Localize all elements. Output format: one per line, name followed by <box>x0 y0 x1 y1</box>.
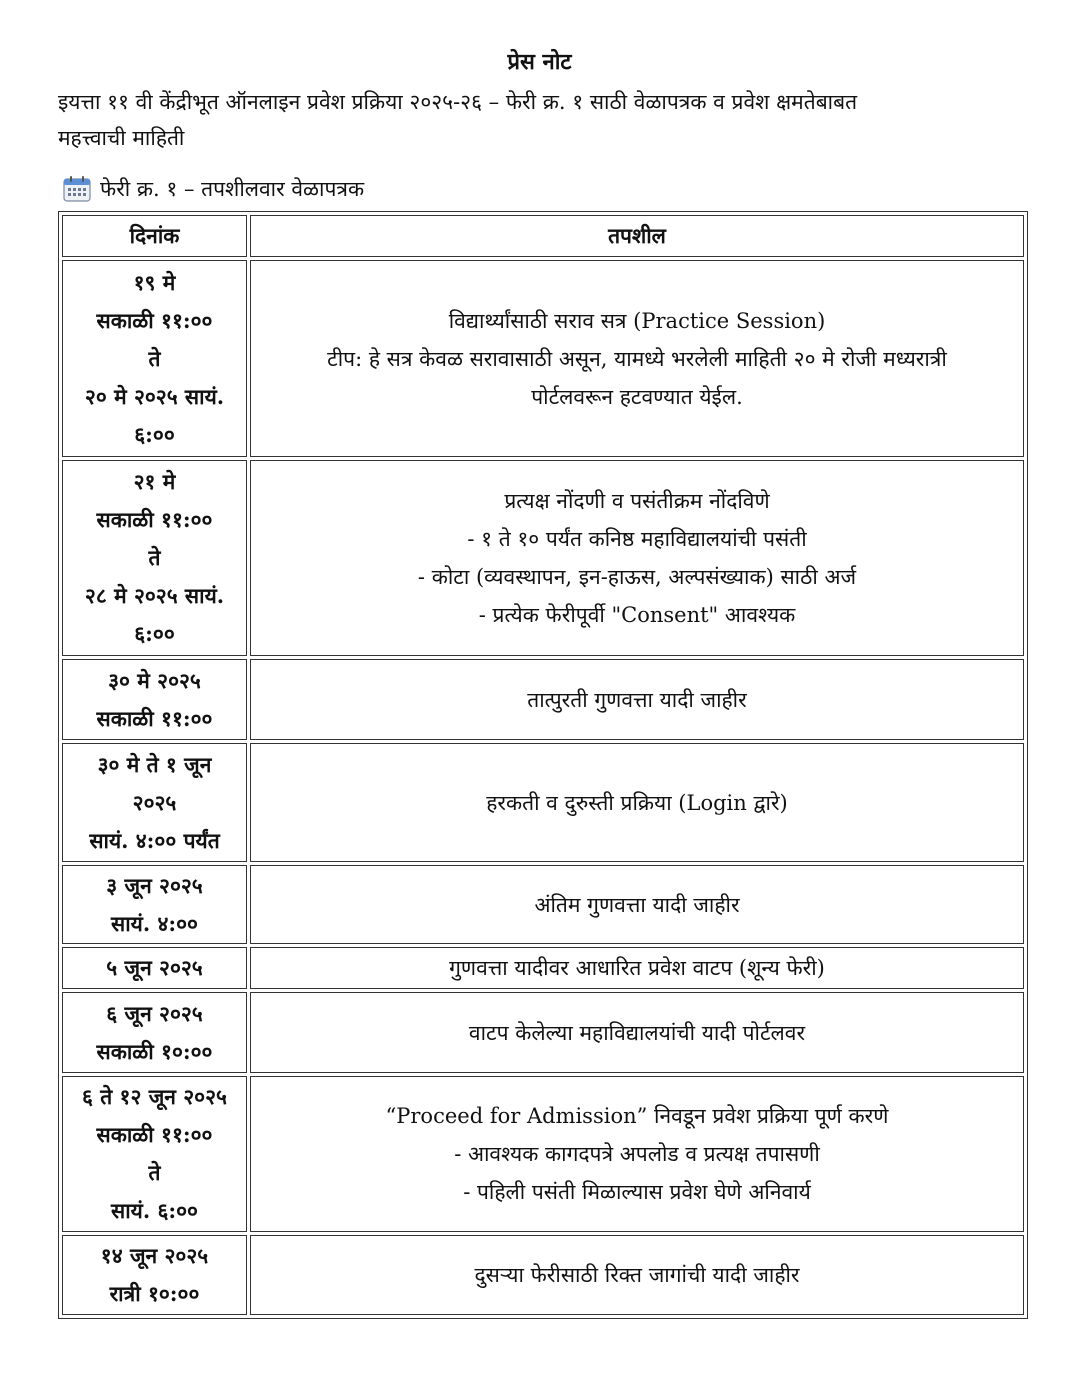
date-line: २८ मे २०२५ सायं. <box>84 583 225 608</box>
details-line: “Proceed for Admission” निवडून प्रवेश प्रक्रिया पूर्ण करणे <box>385 1104 889 1128</box>
date-line: ६ जून २०२५ <box>106 1000 203 1026</box>
date-line: २१ मे <box>133 469 176 494</box>
table-row <box>62 659 1024 740</box>
page-title: प्रेस नोट <box>507 49 572 75</box>
header-date: दिनांक <box>62 215 247 257</box>
details-line: गुणवत्ता यादीवर आधारित प्रवेश वाटप (शून्य फेरी) <box>449 956 825 980</box>
details-cell <box>250 1076 1024 1232</box>
details-line: दुसऱ्या फेरीसाठी रिक्त जागांची यादी जाहीर <box>474 1263 800 1287</box>
document-subtitle <box>58 84 1018 156</box>
date-line: ६:०० <box>134 421 175 447</box>
date-line: ३० मे ते १ जून <box>97 751 212 777</box>
details-cell <box>250 460 1024 656</box>
date-cell <box>62 947 247 989</box>
table-header-row <box>62 215 1024 257</box>
date-line: २०२५ <box>132 789 177 815</box>
section-heading <box>62 172 364 206</box>
table-row <box>62 992 1024 1073</box>
details-line: - पहिली पसंती मिळाल्यास प्रवेश घेणे अनिवार्य <box>463 1180 811 1204</box>
details-cell <box>250 743 1024 862</box>
schedule-body <box>62 260 1024 1315</box>
subtitle-line-2: महत्त्वाची माहिती <box>58 126 185 150</box>
details-line: अंतिम गुणवत्ता यादी जाहीर <box>534 892 740 917</box>
details-line: हरकती व दुरुस्ती प्रक्रिया (Login द्वारे) <box>486 790 788 815</box>
details-line: टीप: हे सत्र केवळ सरावासाठी असून, यामध्ये भरलेली माहिती २० मे रोजी मध्यरात्री <box>327 346 947 371</box>
details-line: - कोटा (व्यवस्थापन, इन-हाऊस, अल्पसंख्याक) साठी अर्ज <box>417 565 857 589</box>
date-line: ३ जून २०२५ <box>106 872 203 898</box>
date-line: ६ ते १२ जून २०२५ <box>82 1084 227 1109</box>
date-line: ते <box>148 1160 161 1185</box>
section-heading-text: फेरी क्र. १ – तपशीलवार वेळापत्रक <box>100 177 365 201</box>
calendar-icon <box>62 175 92 203</box>
table-row <box>62 260 1024 457</box>
date-line: २० मे २०२५ सायं. <box>84 383 225 409</box>
date-line: ६:०० <box>134 621 175 646</box>
details-line: पोर्टलवरून हटवण्यात येईल. <box>531 384 743 409</box>
date-line: सकाळी ११:०० <box>96 705 213 731</box>
details-cell <box>250 992 1024 1073</box>
date-line: ते <box>148 345 161 371</box>
date-cell <box>62 260 247 457</box>
date-line: ५ जून २०२५ <box>106 955 203 980</box>
table-row <box>62 1076 1024 1232</box>
details-cell <box>250 1235 1024 1315</box>
date-line: सकाळी ११:०० <box>96 1122 213 1147</box>
details-cell <box>250 260 1024 457</box>
date-line: १९ मे <box>133 269 176 295</box>
details-cell <box>250 865 1024 944</box>
details-line: - आवश्यक कागदपत्रे अपलोड व प्रत्यक्ष तपासणी <box>454 1142 820 1166</box>
date-cell <box>62 992 247 1073</box>
date-cell <box>62 743 247 862</box>
details-cell <box>250 659 1024 740</box>
date-line: सायं. ६:०० <box>111 1198 198 1223</box>
details-line: - प्रत्येक फेरीपूर्वी "Consent" आवश्यक <box>478 603 796 627</box>
table-row <box>62 947 1024 989</box>
table-row <box>62 460 1024 656</box>
date-cell <box>62 460 247 656</box>
date-cell <box>62 865 247 944</box>
date-line: सायं. ४:०० पर्यंत <box>89 827 220 853</box>
date-line: ते <box>148 545 161 570</box>
table-row <box>62 1235 1024 1315</box>
date-line: सकाळी १०:०० <box>96 1038 213 1064</box>
details-line: विद्यार्थ्यांसाठी सराव सत्र (Practice Session) <box>448 308 826 333</box>
date-cell <box>62 659 247 740</box>
schedule-table <box>58 211 1028 1319</box>
date-line: ३० मे २०२५ <box>108 667 201 693</box>
date-cell <box>62 1076 247 1232</box>
subtitle-line-1: इयत्ता ११ वी केंद्रीभूत ऑनलाइन प्रवेश प्रक्रिया २०२५-२६ – फेरी क्र. १ साठी वेळापत्रक व प्रवेश क्षमतेबाबत <box>58 90 858 114</box>
details-line: वाटप केलेल्या महाविद्यालयांची यादी पोर्टलवर <box>468 1020 806 1045</box>
table-row <box>62 865 1024 944</box>
details-line: प्रत्यक्ष नोंदणी व पसंतीक्रम नोंदविणे <box>504 489 770 513</box>
table-row <box>62 743 1024 862</box>
date-line: सकाळी ११:०० <box>96 307 213 333</box>
header-details: तपशील <box>250 215 1024 257</box>
details-cell <box>250 947 1024 989</box>
date-line: १४ जून २०२५ <box>100 1243 209 1268</box>
date-cell <box>62 1235 247 1315</box>
details-line: - १ ते १० पर्यंत कनिष्ठ महाविद्यालयांची पसंती <box>467 527 807 551</box>
date-line: सकाळी ११:०० <box>96 507 213 532</box>
details-line: तात्पुरती गुणवत्ता यादी जाहीर <box>527 687 747 712</box>
date-line: रात्री १०:०० <box>109 1281 200 1306</box>
date-line: सायं. ४:०० <box>111 910 198 936</box>
